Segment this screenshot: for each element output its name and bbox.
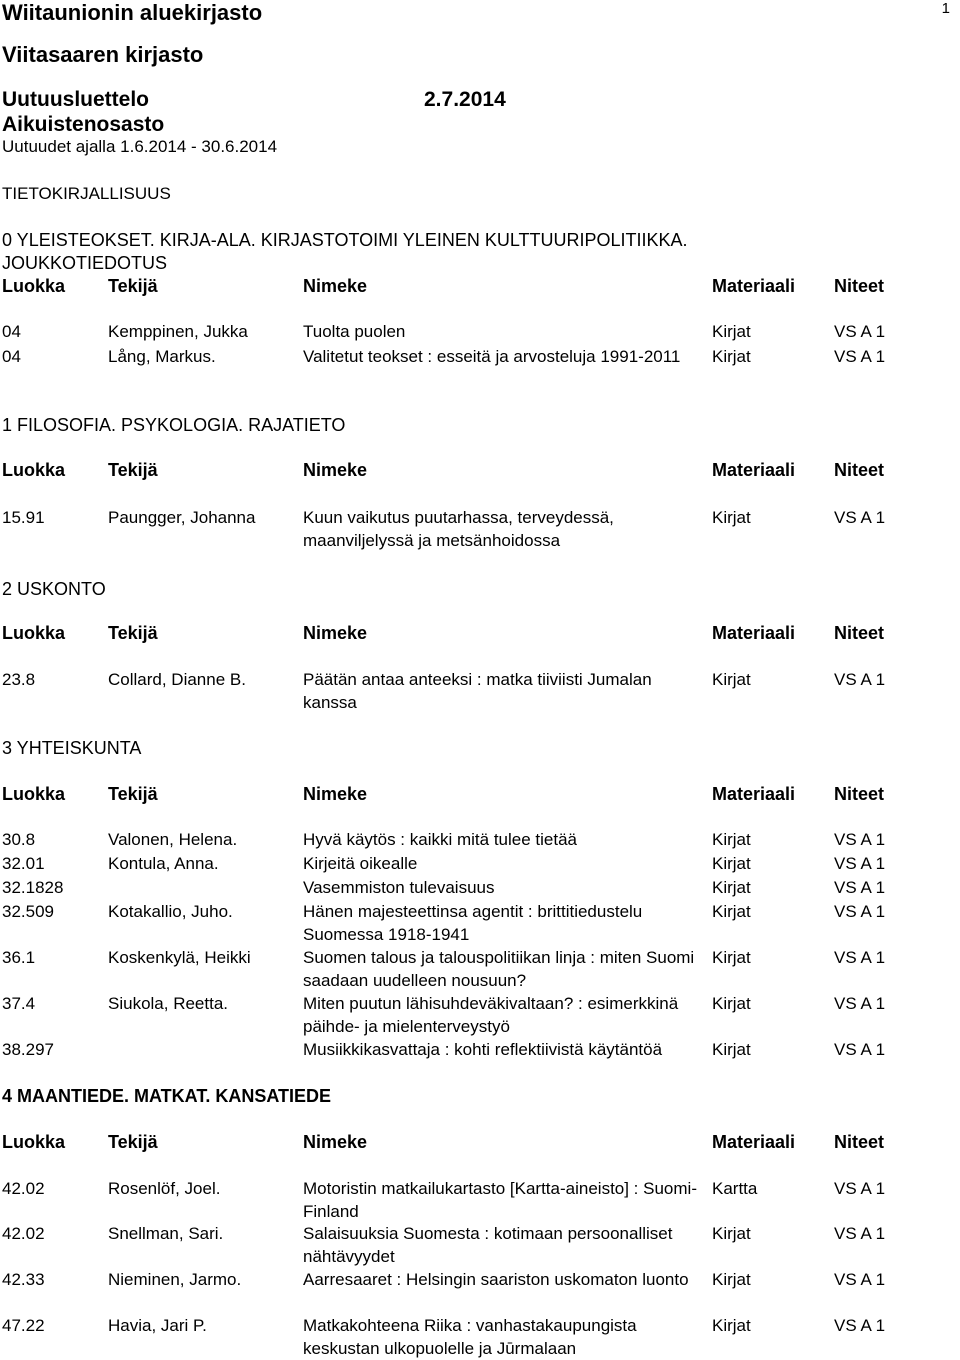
- class-cell: 37.4: [2, 994, 36, 1013]
- copies-cell: VS A 1: [834, 508, 886, 527]
- section-heading: JOUKKOTIEDOTUS: [2, 253, 168, 273]
- class-cell: 23.8: [2, 670, 36, 689]
- copies-cell: VS A 1: [834, 1316, 886, 1335]
- material-cell: Kirjat: [712, 1224, 751, 1243]
- material-cell: Kirjat: [712, 902, 751, 921]
- author-cell: Paungger, Johanna: [108, 508, 256, 527]
- author-cell: Kontula, Anna.: [108, 854, 219, 873]
- column-header-niteet: Niteet: [834, 623, 885, 643]
- column-header-niteet: Niteet: [834, 1132, 885, 1152]
- column-header-luokka: Luokka: [2, 1132, 66, 1152]
- class-cell: 42.02: [2, 1224, 45, 1243]
- title-cell: Hänen majesteettinsa agentit : brittitiedustelu Suomessa 1918-1941: [303, 902, 643, 944]
- class-cell: 04: [2, 322, 21, 341]
- column-header-materiaali: Materiaali: [712, 276, 796, 296]
- material-cell: Kirjat: [712, 948, 751, 967]
- copies-cell: VS A 1: [834, 994, 886, 1013]
- title-cell: Kuun vaikutus puutarhassa, terveydessä, maanviljelyssä ja metsänhoidossa: [303, 508, 614, 550]
- column-header-tekija: Tekijä: [108, 460, 158, 480]
- copies-cell: VS A 1: [834, 948, 886, 967]
- copies-cell: VS A 1: [834, 1270, 886, 1289]
- category-heading: TIETOKIRJALLISUUS: [2, 184, 171, 203]
- class-cell: 36.1: [2, 948, 36, 967]
- material-cell: Kirjat: [712, 1270, 751, 1289]
- title-cell: Vasemmiston tulevaisuus: [303, 878, 495, 897]
- column-header-materiaali: Materiaali: [712, 623, 796, 643]
- author-cell: Rosenlöf, Joel.: [108, 1179, 221, 1198]
- title-cell: Suomen talous ja talouspolitiikan linja : miten Suomi saadaan uudelleen nousuun?: [303, 948, 695, 990]
- title-cell: Miten puutun lähisuhdeväkivaltaan? : esimerkkinä päihde- ja mielenterveystyö: [303, 994, 679, 1036]
- material-cell: Kirjat: [712, 1040, 751, 1059]
- copies-cell: VS A 1: [834, 1040, 886, 1059]
- author-cell: Havia, Jari P.: [108, 1316, 207, 1335]
- material-cell: Kirjat: [712, 347, 751, 366]
- material-cell: Kirjat: [712, 1316, 751, 1335]
- library-name: Wiitaunionin aluekirjasto: [2, 0, 263, 25]
- author-cell: Snellman, Sari.: [108, 1224, 224, 1243]
- copies-cell: VS A 1: [834, 322, 886, 341]
- column-header-tekija: Tekijä: [108, 784, 158, 804]
- column-header-niteet: Niteet: [834, 460, 885, 480]
- class-cell: 32.01: [2, 854, 45, 873]
- column-header-luokka: Luokka: [2, 276, 66, 296]
- title-cell: Tuolta puolen: [303, 322, 406, 341]
- column-header-niteet: Niteet: [834, 276, 885, 296]
- material-cell: Kirjat: [712, 994, 751, 1013]
- section-heading: 1 FILOSOFIA. PSYKOLOGIA. RAJATIETO: [2, 415, 346, 435]
- section-heading: 3 YHTEISKUNTA: [2, 738, 142, 758]
- department: Aikuistenosasto: [2, 113, 165, 136]
- list-title: Uutuusluettelo: [2, 88, 149, 111]
- title-cell: Päätän antaa anteeksi : matka tiiviisti Jumalan kanssa: [303, 670, 652, 712]
- title-cell: Aarresaaret : Helsingin saariston uskomaton luonto: [303, 1270, 689, 1289]
- material-cell: Kirjat: [712, 670, 751, 689]
- title-cell: Motoristin matkailukartasto [Kartta-aineisto] : Suomi-Finland: [303, 1179, 697, 1221]
- author-cell: Collard, Dianne B.: [108, 670, 246, 689]
- class-cell: 42.02: [2, 1179, 45, 1198]
- title-cell: Hyvä käytös : kaikki mitä tulee tietää: [303, 830, 578, 849]
- author-cell: Kemppinen, Jukka: [108, 322, 248, 341]
- section-heading: 0 YLEISTEOKSET. KIRJA-ALA. KIRJASTOTOIMI YLEINEN KULTTUURIPOLITIIKKA.: [2, 230, 688, 250]
- copies-cell: VS A 1: [834, 1179, 886, 1198]
- author-cell: Siukola, Reetta.: [108, 994, 229, 1013]
- copies-cell: VS A 1: [834, 902, 886, 921]
- class-cell: 32.509: [2, 902, 54, 921]
- material-cell: Kirjat: [712, 322, 751, 341]
- column-header-materiaali: Materiaali: [712, 460, 796, 480]
- period: Uutuudet ajalla 1.6.2014 - 30.6.2014: [2, 137, 278, 156]
- column-header-materiaali: Materiaali: [712, 784, 796, 804]
- title-cell: Valitetut teokset : esseitä ja arvosteluja 1991-2011: [303, 347, 681, 366]
- list-date: 2.7.2014: [424, 88, 506, 111]
- column-header-luokka: Luokka: [2, 784, 66, 804]
- class-cell: 30.8: [2, 830, 36, 849]
- title-cell: Musiikkikasvattaja : kohti reflektiivistä käytäntöä: [303, 1040, 663, 1059]
- column-header-niteet: Niteet: [834, 784, 885, 804]
- column-header-tekija: Tekijä: [108, 276, 158, 296]
- section-heading: 4 MAANTIEDE. MATKAT. KANSATIEDE: [2, 1086, 332, 1106]
- material-cell: Kirjat: [712, 854, 751, 873]
- class-cell: 04: [2, 347, 21, 366]
- copies-cell: VS A 1: [834, 347, 886, 366]
- column-header-tekija: Tekijä: [108, 623, 158, 643]
- class-cell: 47.22: [2, 1316, 45, 1335]
- author-cell: Valonen, Helena.: [108, 830, 238, 849]
- copies-cell: VS A 1: [834, 854, 886, 873]
- column-header-nimeke: Nimeke: [303, 623, 368, 643]
- copies-cell: VS A 1: [834, 670, 886, 689]
- title-cell: Kirjeitä oikealle: [303, 854, 418, 873]
- material-cell: Kartta: [712, 1179, 758, 1198]
- material-cell: Kirjat: [712, 508, 751, 527]
- branch-name: Viitasaaren kirjasto: [2, 42, 204, 67]
- column-header-luokka: Luokka: [2, 623, 66, 643]
- page-number: 1: [941, 0, 950, 17]
- author-cell: Koskenkylä, Heikki: [108, 948, 251, 967]
- section-heading: 2 USKONTO: [2, 579, 106, 599]
- title-cell: Salaisuuksia Suomesta : kotimaan persoonalliset nähtävyydet: [303, 1224, 673, 1266]
- title-cell: Matkakohteena Riika : vanhastakaupungista keskustan ulkopuolelle ja Jūrmalaan: [303, 1316, 637, 1358]
- column-header-nimeke: Nimeke: [303, 784, 368, 804]
- column-header-materiaali: Materiaali: [712, 1132, 796, 1152]
- class-cell: 38.297: [2, 1040, 54, 1059]
- column-header-nimeke: Nimeke: [303, 460, 368, 480]
- copies-cell: VS A 1: [834, 830, 886, 849]
- author-cell: Lång, Markus.: [108, 347, 216, 366]
- column-header-nimeke: Nimeke: [303, 1132, 368, 1152]
- class-cell: 32.1828: [2, 878, 64, 897]
- author-cell: Kotakallio, Juho.: [108, 902, 233, 921]
- material-cell: Kirjat: [712, 830, 751, 849]
- class-cell: 42.33: [2, 1270, 45, 1289]
- copies-cell: VS A 1: [834, 1224, 886, 1243]
- column-header-tekija: Tekijä: [108, 1132, 158, 1152]
- column-header-nimeke: Nimeke: [303, 276, 368, 296]
- copies-cell: VS A 1: [834, 878, 886, 897]
- author-cell: Nieminen, Jarmo.: [108, 1270, 242, 1289]
- class-cell: 15.91: [2, 508, 45, 527]
- column-header-luokka: Luokka: [2, 460, 66, 480]
- material-cell: Kirjat: [712, 878, 751, 897]
